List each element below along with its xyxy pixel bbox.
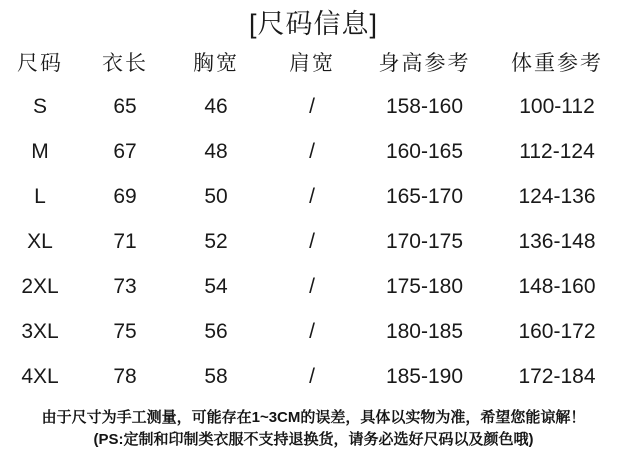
table-row-m (0, 129, 627, 174)
cell-shoulder: / (309, 139, 315, 163)
cell-size: M (31, 139, 49, 163)
cell-height: 180-185 (385, 319, 464, 343)
cell-height: 170-175 (385, 229, 464, 253)
cell-weight: 160-172 (518, 319, 596, 343)
cell-shoulder: / (309, 184, 315, 208)
cell-size: XL (27, 229, 53, 253)
cell-chest: 56 (204, 319, 228, 343)
cell-shoulder: / (309, 94, 315, 118)
cell-length: 71 (113, 229, 137, 253)
table-header-row (0, 40, 627, 84)
cell-height: 158-160 (385, 94, 464, 118)
table-row-4xl (0, 354, 627, 399)
cell-length: 75 (113, 319, 137, 343)
page-title: [尺码信息] (248, 9, 378, 39)
cell-size: L (34, 184, 46, 208)
cell-chest: 52 (204, 229, 228, 253)
cell-height: 185-190 (385, 364, 464, 388)
cell-length: 78 (113, 364, 137, 388)
measurement-disclaimer: 由于尺寸为手工测量，可能存在1~3CM的误差，具体以实物为准，希望您能谅解！ (41, 409, 586, 426)
column-header-weight: 体重参考 (511, 52, 603, 75)
column-header-chest: 胸宽 (193, 52, 239, 75)
cell-weight: 136-148 (518, 229, 596, 253)
cell-shoulder: / (309, 319, 315, 343)
cell-chest: 46 (204, 94, 228, 118)
cell-size: S (32, 94, 47, 118)
column-header-length: 衣长 (102, 52, 148, 75)
table-row-xl (0, 219, 627, 264)
column-header-shoulder: 肩宽 (289, 52, 335, 75)
cell-weight: 112-124 (519, 139, 595, 163)
column-header-height: 身高参考 (378, 52, 471, 75)
cell-length: 67 (113, 139, 137, 163)
cell-weight: 148-160 (518, 274, 596, 298)
cell-shoulder: / (309, 229, 315, 253)
cell-height: 160-165 (385, 139, 464, 163)
cell-size: 2XL (21, 274, 59, 298)
return-policy-note: (PS:定制和印制类衣服不支持退换货，请务必选好尺码以及颜色哦) (93, 431, 534, 448)
table-row-3xl (0, 309, 627, 354)
cell-chest: 58 (204, 364, 228, 388)
table-row-2xl (0, 264, 627, 309)
cell-height: 175-180 (385, 274, 464, 298)
cell-weight: 100-112 (519, 94, 595, 118)
cell-chest: 54 (204, 274, 228, 298)
cell-chest: 50 (204, 184, 228, 208)
cell-size: 3XL (21, 319, 59, 343)
cell-chest: 48 (204, 139, 228, 163)
cell-shoulder: / (309, 364, 315, 388)
cell-length: 73 (113, 274, 137, 298)
cell-length: 69 (113, 184, 137, 208)
table-row-s (0, 84, 627, 129)
footer-note (0, 407, 627, 451)
cell-height: 165-170 (385, 184, 464, 208)
cell-size: 4XL (21, 364, 59, 388)
cell-shoulder: / (309, 274, 315, 298)
cell-weight: 124-136 (518, 184, 596, 208)
column-header-size: 尺码 (17, 52, 63, 75)
cell-length: 65 (113, 94, 137, 118)
size-table (0, 40, 627, 399)
table-row-l (0, 174, 627, 219)
cell-weight: 172-184 (518, 364, 596, 388)
